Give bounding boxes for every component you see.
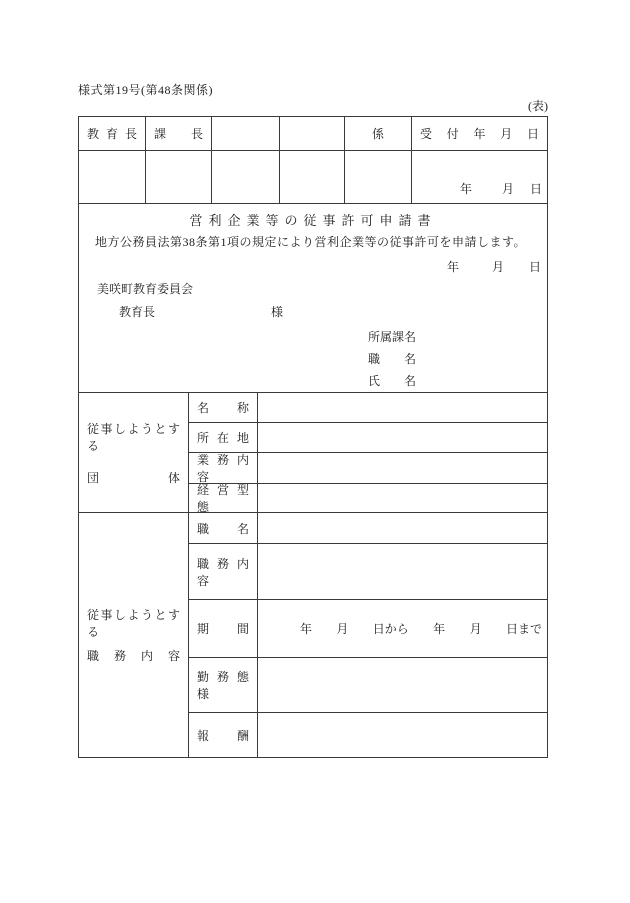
approval-col-clerk (345, 117, 412, 151)
field-label-remuneration: 報 酬 (189, 713, 258, 757)
approval-header (79, 117, 547, 204)
application-month-label: 月 (491, 260, 504, 274)
field-value-duty-details (258, 544, 547, 600)
field-value-remuneration (258, 713, 547, 757)
education-chief-label: 教 育 長 (87, 127, 137, 141)
field-value-org-name (258, 393, 547, 423)
approval-col-received-date (412, 117, 547, 151)
field-value-period (258, 600, 547, 658)
field-value-org-location (258, 423, 547, 453)
signer-block (368, 326, 416, 392)
period-to-month-label: 月 (469, 622, 482, 636)
field-label-org-business: 業 務 内 容 (189, 453, 258, 484)
side-label: (表) (528, 99, 548, 113)
approval-stamp-cell-blank-2 (280, 151, 345, 203)
addressee-title: 教育長 (119, 305, 156, 319)
clerk-label: 係 (371, 127, 384, 141)
field-label-org-location: 所 在 地 (189, 423, 258, 453)
field-label-job-title: 職 名 (189, 513, 258, 544)
signer-job-title-label: 職 名 (368, 352, 417, 366)
received-month-label: 月 (501, 182, 514, 196)
application-date-line (447, 258, 541, 275)
received-year-label: 年 (459, 182, 472, 196)
field-value-work-style (258, 658, 547, 713)
section-engaging-organization (79, 393, 547, 513)
received-date-entry-cell (412, 151, 547, 203)
period-from-month-label: 月 (336, 622, 349, 636)
organization-section-label: 従事しようとする 団 体 (79, 393, 189, 512)
honorific-label: 様 (271, 305, 284, 319)
section-chief-label: 課 長 (154, 127, 203, 141)
application-title-section (79, 204, 547, 393)
approval-stamp-cell-blank-1 (212, 151, 280, 203)
period-from-year-label: 年 (300, 622, 313, 636)
field-label-period: 期 間 (189, 600, 258, 658)
signer-name-label: 氏 名 (368, 374, 417, 388)
period-to-year-label: 年 (433, 622, 446, 636)
field-value-org-management-type (258, 484, 547, 512)
received-day-label: 日 (529, 182, 542, 196)
field-label-org-management-type: 経 営 型 態 (189, 484, 258, 512)
section-engaging-duties (79, 513, 547, 757)
approval-stamp-cell-clerk (345, 151, 412, 203)
application-year-label: 年 (446, 260, 459, 274)
approval-col-section-chief (146, 117, 212, 151)
document-title: 営利企業等の従事許可申請書 (189, 213, 437, 228)
period-to-day-label: 日まで (505, 622, 542, 636)
received-date-label: 受 付 年 月 日 (420, 127, 539, 141)
period-from-day-label: 日から (372, 622, 409, 636)
committee-name: 美咲町教育委員会 (97, 282, 194, 296)
application-statement: 地方公務員法第38条第1項の規定により営利企業等の従事許可を申請します。 (95, 235, 527, 249)
duties-section-label: 従事しようとする 職 務 内 容 (79, 513, 189, 757)
signer-department-label: 所属課名 (368, 330, 417, 344)
approval-stamp-cell-education-chief (79, 151, 146, 203)
field-label-org-name: 名 称 (189, 393, 258, 423)
approval-col-blank-1 (212, 117, 280, 151)
field-value-org-business (258, 453, 547, 484)
approval-col-blank-2 (280, 117, 345, 151)
field-label-work-style: 勤 務 態 様 (189, 658, 258, 713)
approval-stamp-cell-section-chief (146, 151, 212, 203)
application-form-table (78, 116, 548, 758)
application-day-label: 日 (528, 260, 541, 274)
field-label-duty-details: 職 務 内 容 (189, 544, 258, 600)
approval-col-education-chief (79, 117, 146, 151)
form-number: 様式第19号(第48条関係) (78, 83, 213, 97)
field-value-job-title (258, 513, 547, 544)
addressee-line (119, 303, 284, 320)
